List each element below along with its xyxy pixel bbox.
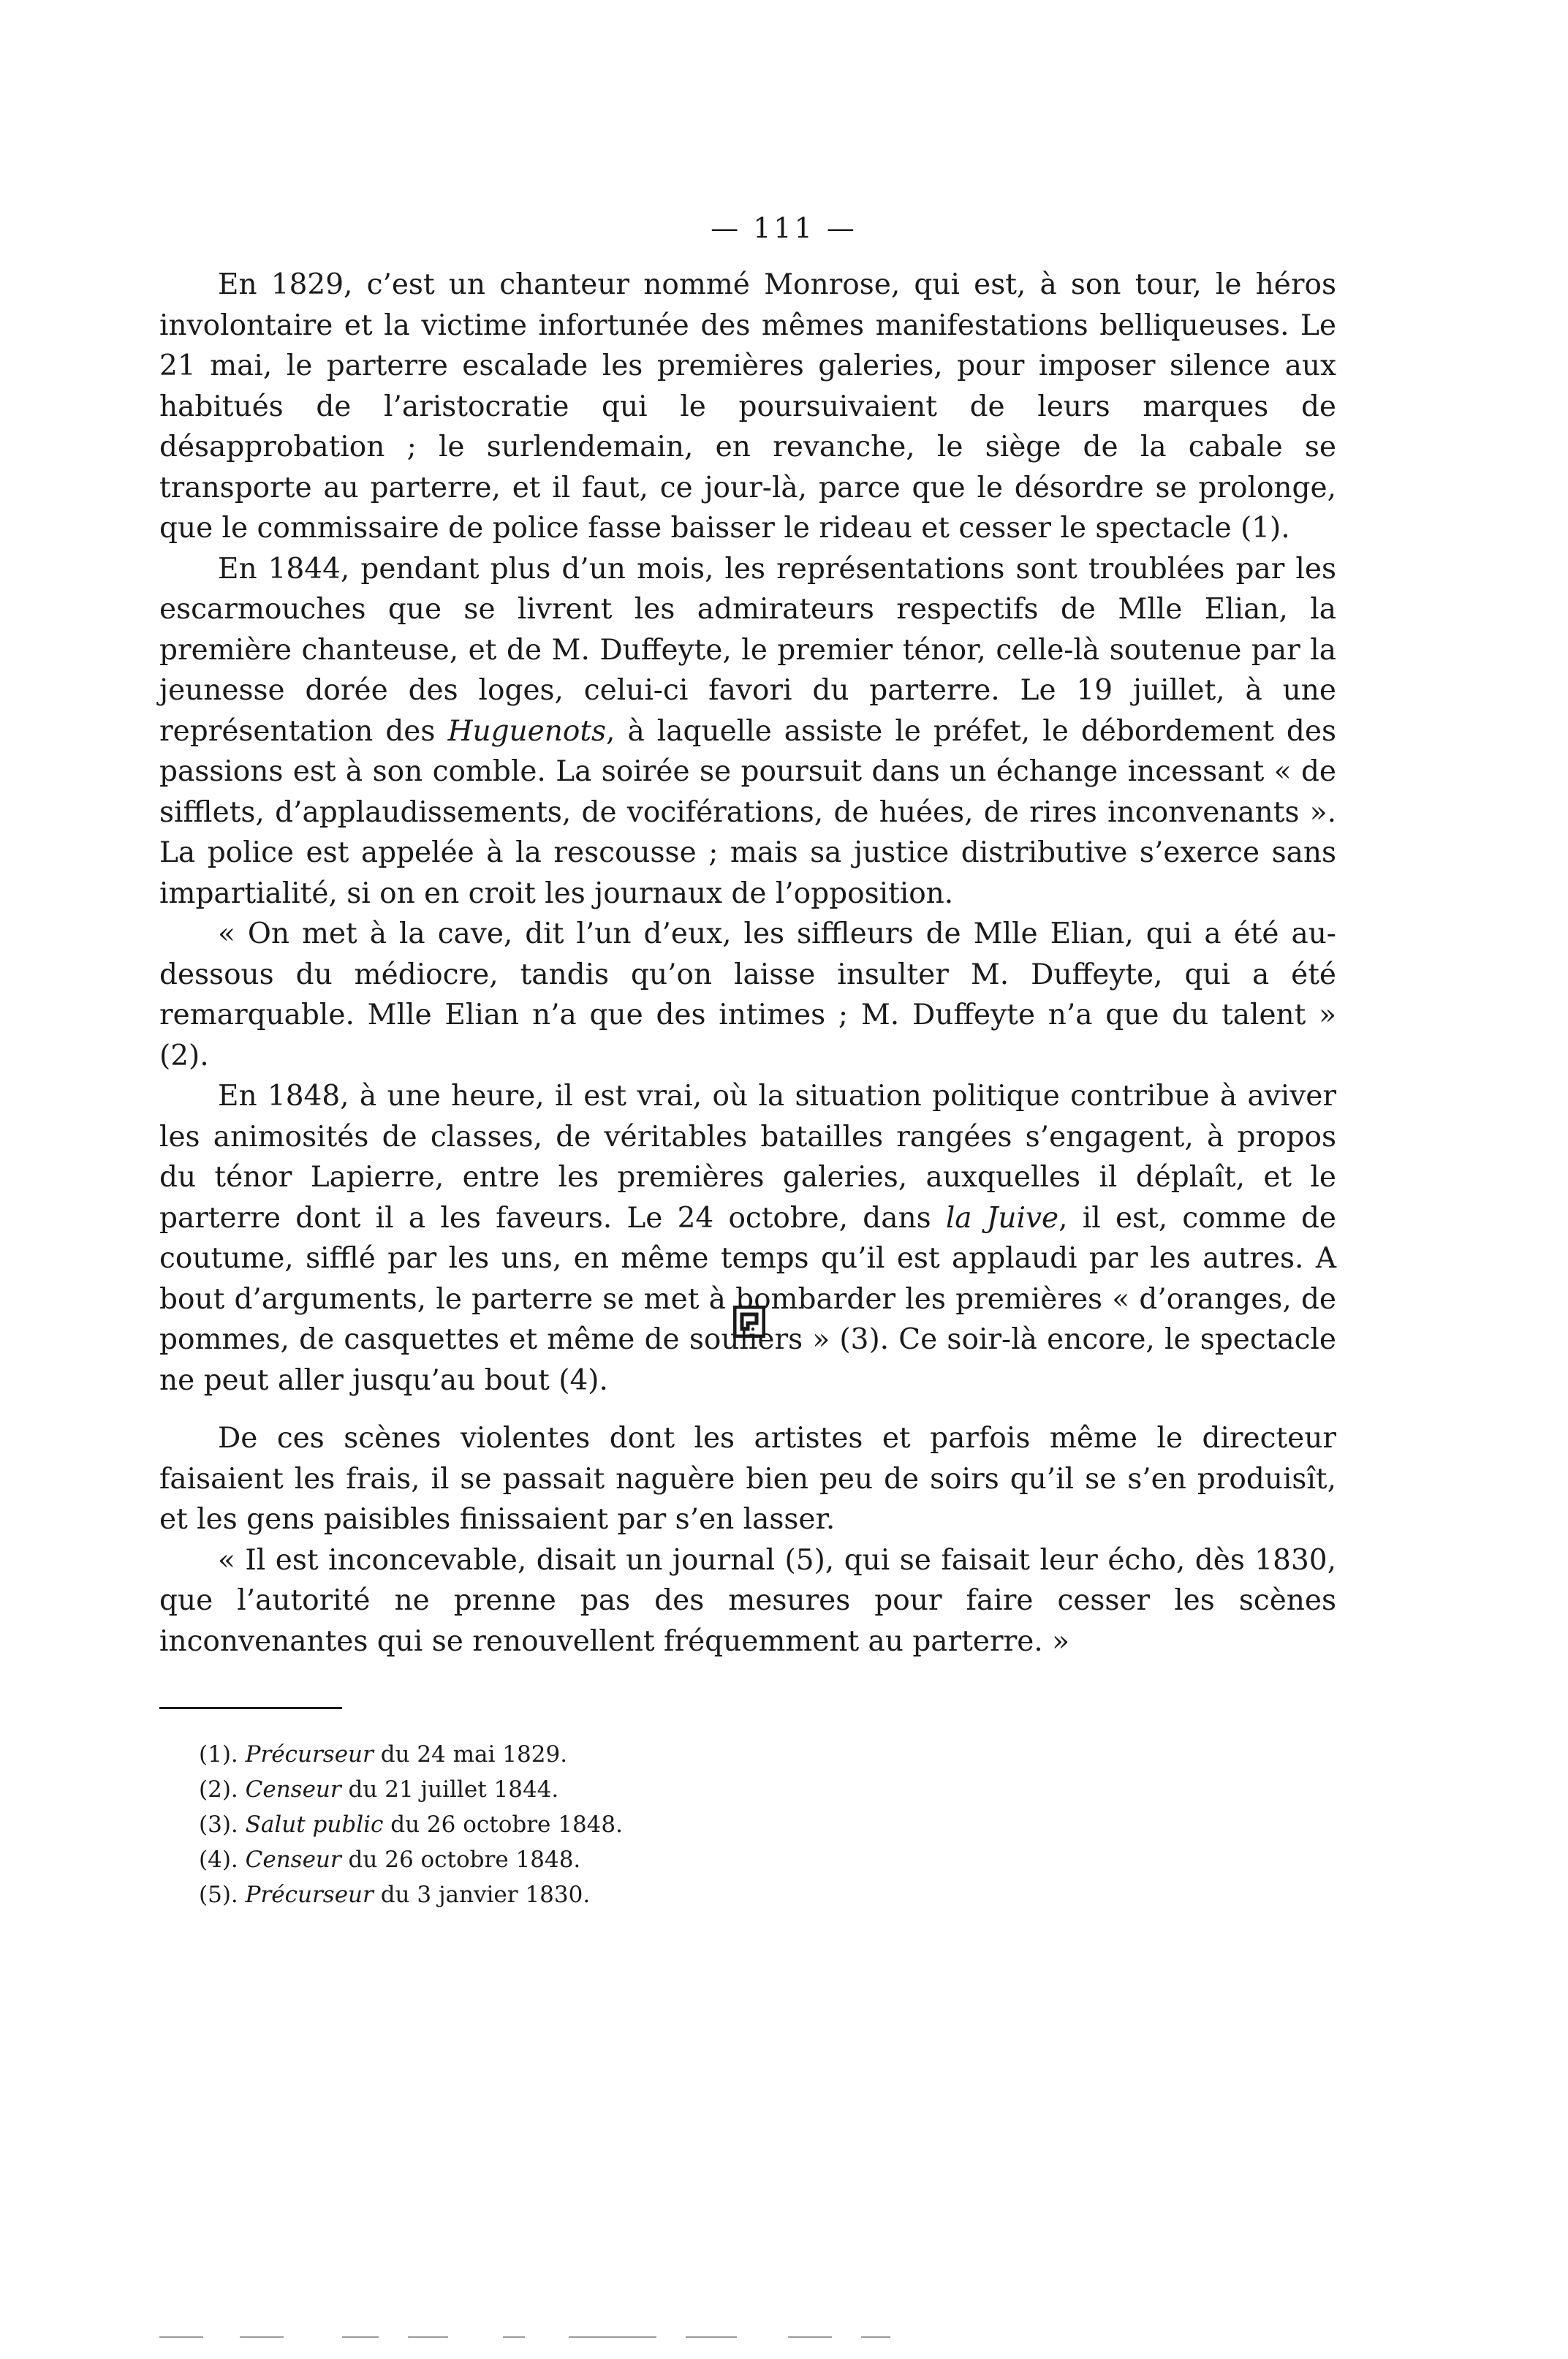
paragraph-1844 (159, 549, 1336, 915)
italic-title: Huguenots (447, 714, 607, 748)
footnote-date: du 3 janvier 1830. (373, 1882, 591, 1908)
italic-title: la Juive (945, 1201, 1059, 1235)
main-text-top (159, 265, 1336, 1401)
footnote-number: (3). (199, 1811, 238, 1838)
greek-key-ornament-icon (733, 1306, 765, 1338)
footnote-number: (5). (199, 1882, 238, 1908)
paragraph-1829: En 1829, c’est un chanteur nommé Monrose, qui est, à son tour, le héros involontaire et la victime infortunée des mêmes manifestations belliqueuses. Le 21 mai, le parterre escalade les premières galeries, pour imposer silence aux habitués de l’aristocratie qui le poursuivaient de leurs marques de désapprobation ; le surlendemain, en revanche, le siège de la cabale se transporte au parterre, et il faut, ce jour-là, parce que le désordre se prolonge, que le commissaire de police fasse baisser le rideau et cesser le spectacle (1). (159, 268, 1336, 545)
footnote-4 (199, 1842, 1076, 1877)
footnote-date: du 21 juillet 1844. (341, 1776, 559, 1803)
footnote-1 (199, 1737, 1076, 1772)
paragraph-1848-text: En 1848, à une heure, il est vrai, où la situation politique contribue à aviver les animosités de classes, de véritables batailles rangées s’engagent, à propos du ténor Lapierre, entre les premières galeries, auxquelles il déplaît, et le parterre dont il a les faveurs. Le 24 octobre, dans la Juive, il est, comme de coutume, sifflé par les uns, en même temps qu’il est applaudi par les autres. A bout d’arguments, le parterre se met à bombarder les premières « d’oranges, de pommes, de casquettes et même de souliers » (3). Ce soir-là encore, le spectacle ne peut aller jusqu’au bout (4). (159, 1080, 1337, 1397)
main-text-bottom (159, 1418, 1336, 1662)
footnote-source: Censeur (245, 1776, 341, 1803)
footnote-number: (2). (199, 1776, 238, 1803)
footnote-date: du 24 mai 1829. (373, 1741, 568, 1768)
footnote-2 (199, 1772, 1076, 1807)
footnote-date: du 26 octobre 1848. (341, 1847, 581, 1873)
page-number: — 111 — (711, 212, 857, 244)
scan-edge-marks (159, 2336, 963, 2339)
footnote-date: du 26 octobre 1848. (383, 1811, 623, 1838)
footnote-divider (159, 1707, 342, 1709)
footnote-source: Censeur (245, 1847, 341, 1873)
footnote-source: Salut public (245, 1811, 384, 1838)
footnote-5 (199, 1877, 1076, 1912)
paragraph-1848 (159, 1076, 1336, 1401)
paragraph-quote-elian: « On met à la cave, dit l’un d’eux, les siffleurs de Mlle Elian, qui a été au-dessous du médiocre, tandis qu’on laisse insulter M. Duffeyte, qui a été remarquable. Mlle Elian n’a que des intimes ; M. Duffeyte n’a que du talent » (2). (159, 917, 1336, 1072)
paragraph-quote-1830: « Il est inconcevable, disait un journal (5), qui se faisait leur écho, dès 1830, que l’autorité ne prenne pas des mesures pour faire cesser les scènes inconvenantes qui se renouvellent fréquemment au parterre. » (159, 1543, 1336, 1658)
paragraph-scenes: De ces scènes violentes dont les artistes et parfois même le directeur faisaient les frais, il se passait naguère bien peu de soirs qu’il se s’en produisît, et les gens paisibles finissaient par s’en lasser. (159, 1422, 1336, 1536)
footnote-number: (1). (199, 1741, 238, 1768)
footnotes (199, 1737, 1076, 1912)
footnote-source: Précurseur (245, 1882, 374, 1908)
footnote-number: (4). (199, 1847, 238, 1873)
footnote-source: Précurseur (245, 1741, 374, 1768)
paragraph-1844-text: En 1844, pendant plus d’un mois, les représentations sont troublées par les escarmouches que se livrent les admirateurs respectifs de Mlle Elian, la première chanteuse, et de M. Duffeyte, le premier ténor, celle-là soutenue par la jeunesse dorée des loges, celui-ci favori du parterre. Le 19 juillet, à une représentation des Huguenots, à laquelle assiste le préfet, le débordement des passions est à son comble. La soirée se poursuit dans un échange incessant « de sifflets, d’applaudissements, de vociférations, de huées, de rires inconvenants ». La police est appelée à la rescousse ; mais sa justice distributive s’exerce sans impartialité, si on en croit les journaux de l’opposition. (159, 552, 1336, 910)
footnote-3 (199, 1807, 1076, 1842)
